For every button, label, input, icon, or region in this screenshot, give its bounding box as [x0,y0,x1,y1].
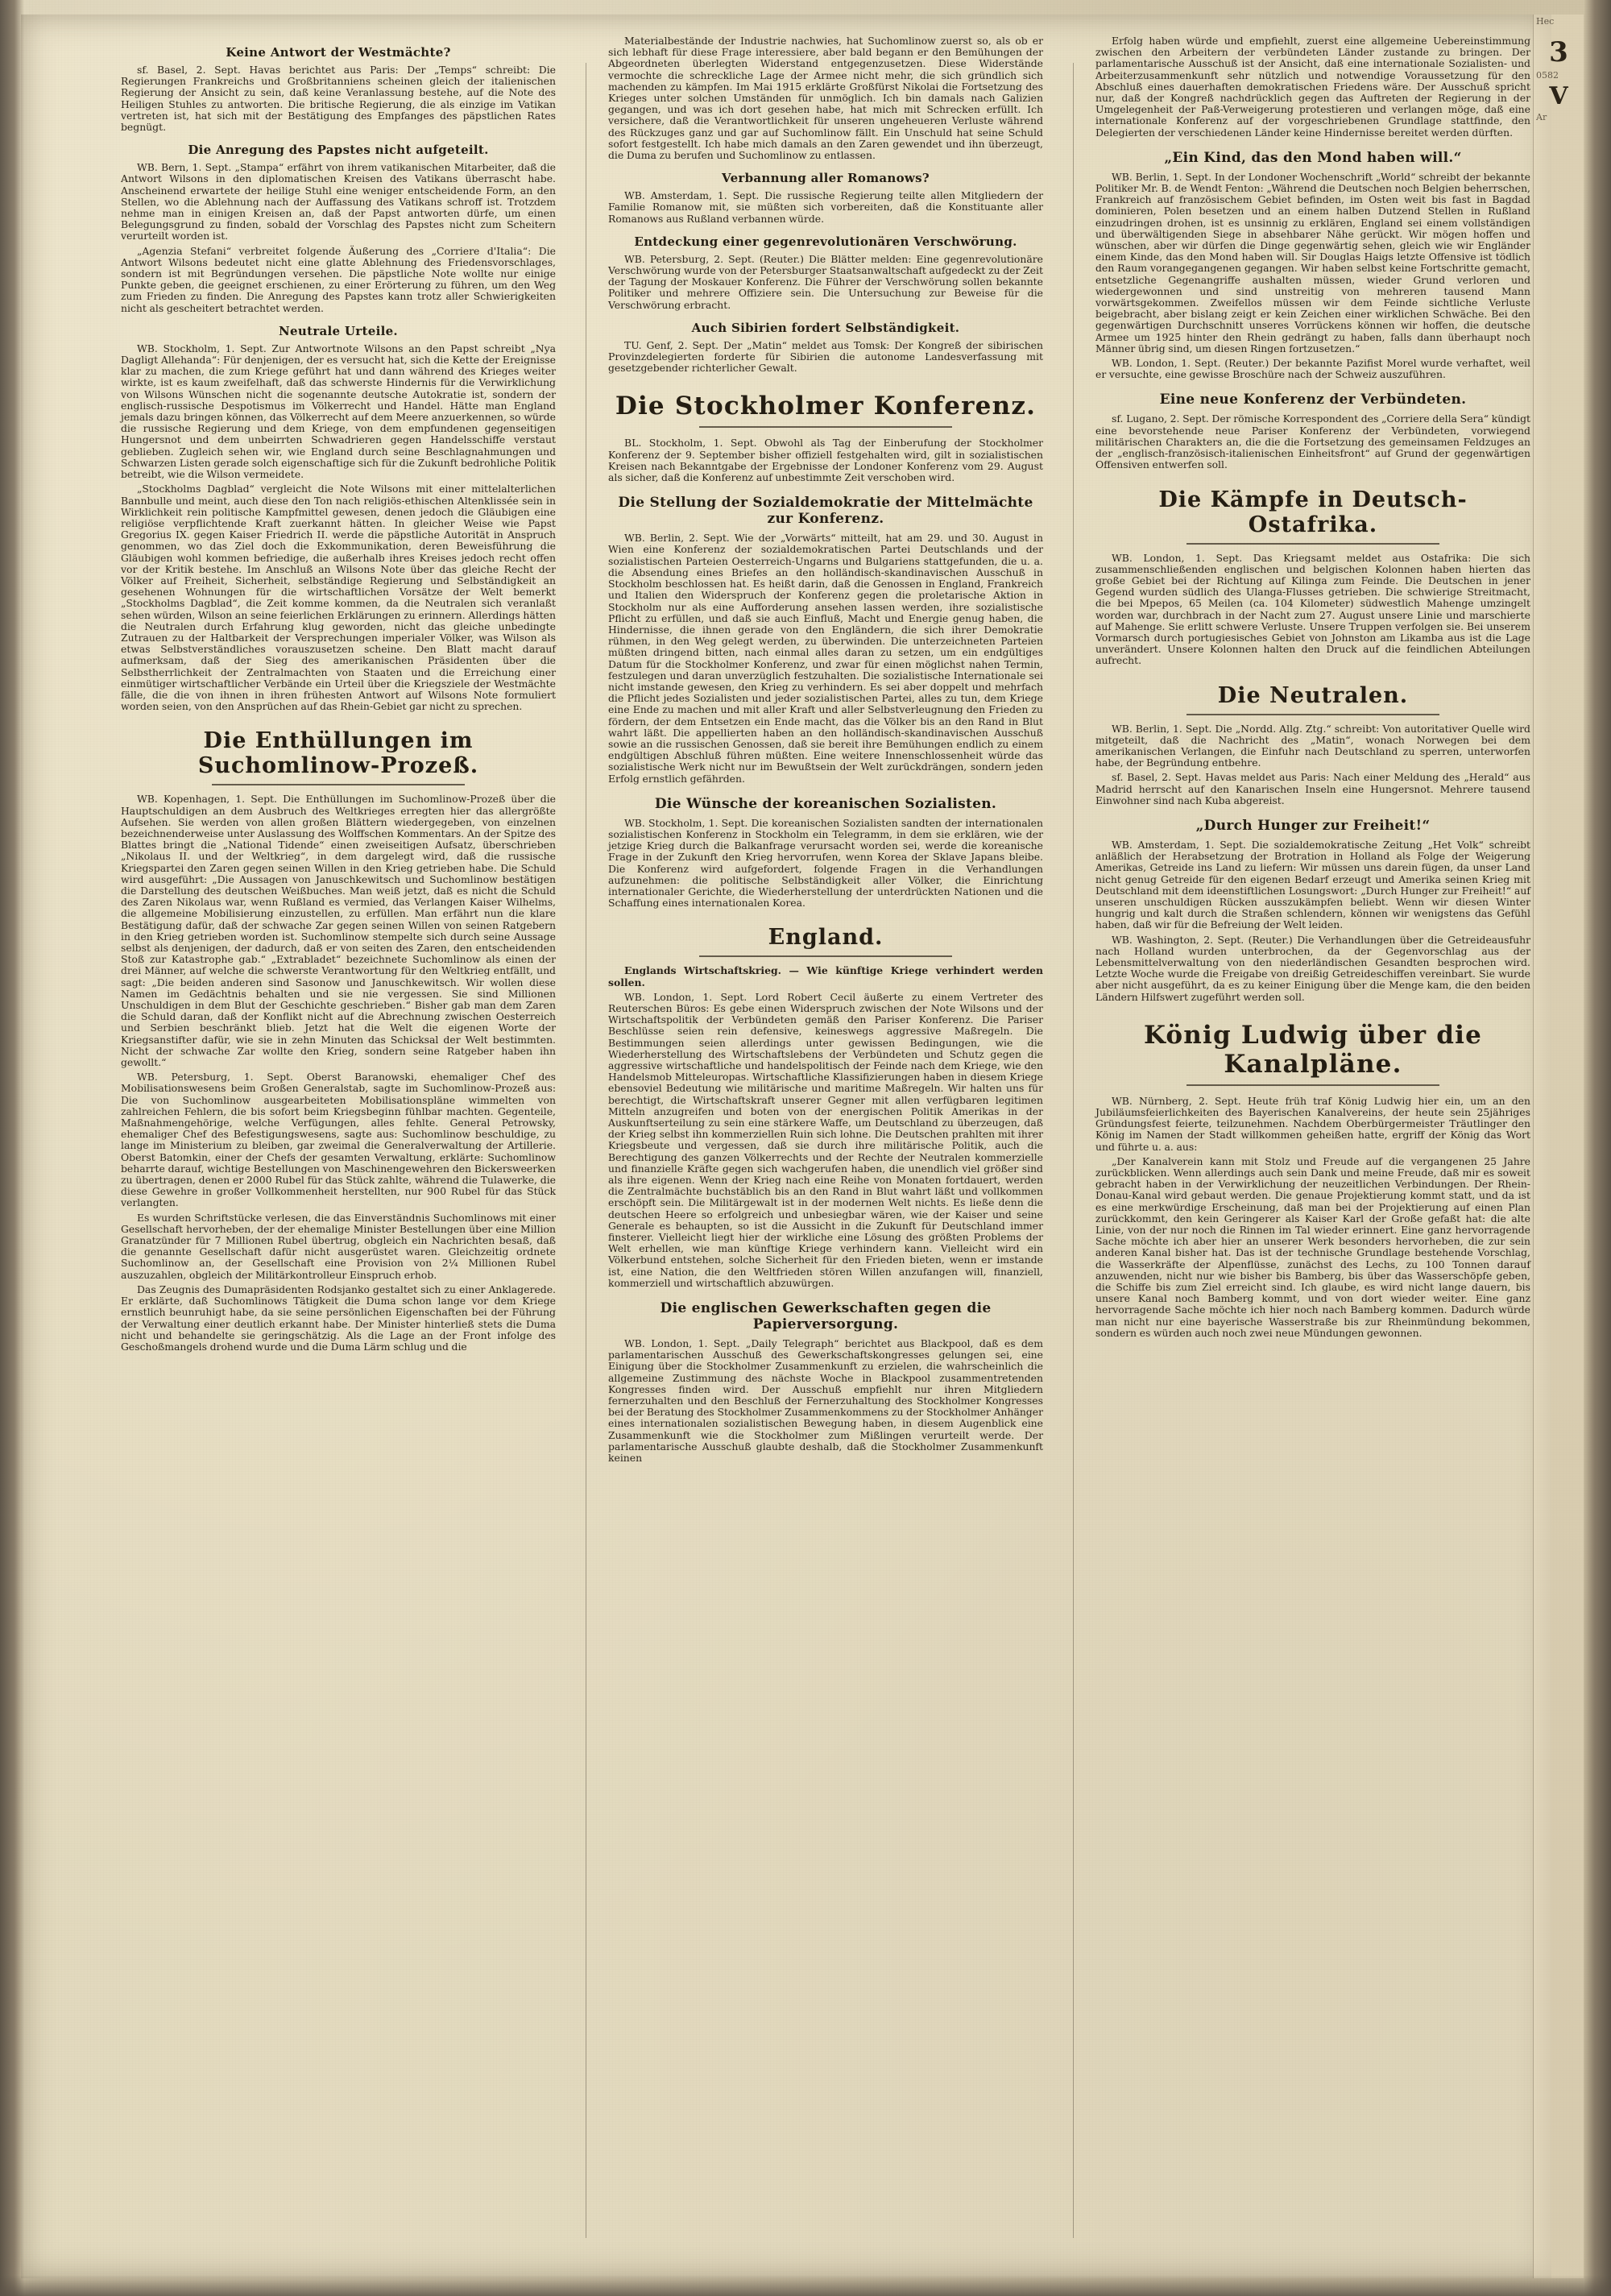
article-paragraph: Englands Wirtschaftskrieg. — Wie künftige Kriege verhindert werden sollen. [608,964,1043,988]
article-headline: Die englischen Gewerkschaften gegen die Papierversorgung. [660,1300,992,1333]
column-3 [1095,35,1530,2259]
margin-fragment: 3 [1549,36,1568,68]
article-paragraph: Materialbestände der Industrie nachwies, hat Suchomlinow zuerst so, als ob er sich lebhaft für diese Frage interessiere, aber bald begann er den Bemühungen der Abgeordneten überlegten Widerstand entgegenzusetzen. Diese Widerstände vermochte die schreckliche Lage der Armee nicht mehr, die sich gründlich sich machenden zu kämpfen. Im Mai 1915 erklärte Großfürst Nikolai die Fortsetzung des Krieges unter solchen Umständen für unmöglich. Ich bin damals nach Galizien gegangen, und was ich dort gesehen habe, hat mich mit Schrecken erfüllt. Ich versichere, daß die Verantwortlichkeit für unseren ungeheueren Verluste während des Rückzuges ganz und gar auf Suchomlinow fällt. Ein Unschuld hat seine Schuld sofort festgestellt. Ich habe mich damals an den Zaren gewendet und ihn überzeugt, die Duma zu berufen und Suchomlinow zu entlassen. [608,35,1043,162]
article-paragraph: WB. London, 1. Sept. Das Kriegsamt meldet aus Ostafrika: Die sich zusammenschließenden englischen und belgischen Kolonnen haben hierten das große Gebiet bei der Richtung auf Kilinga zum Feinde. Die Deutschen in jener Gegend wurden südlich des Ulanga-Flusses getrieben. Die schwierige Streitmacht, die bei Mpepos, 65 Meilen (ca. 104 Kilometer) südwestlich Mahenge umzingelt worden war, durchbrach in der Nacht zum 27. August unsere Linie und marschierte auf Mahenge. Sie erlitt schwere Verluste. Unsere Truppen verfolgen sie. Bei unserem Vormarsch durch portugiesisches Gebiet von Johnston am Likamba aus ist die Lage unverändert. Unsere Kolonnen halten den Druck auf die feindlichen Abteilungen aufrecht. [1095,551,1530,667]
article-headline: Keine Antwort der Westmächte? [226,45,451,60]
article-headline: Die Kämpfe in Deutsch-Ostafrika. [1095,487,1530,545]
article-paragraph: WB. Washington, 2. Sept. (Reuter.) Die Verhandlungen über die Getreideausfuhr nach Holland wurden unterbrochen, da der Gegenvorschlag aus der Lebensmittelverwaltung von den niederländischen Gesandten besprochen wird. Letzte Woche wurde die Freigabe von dreißig Getreideschiffen vereinbart. Sie wurde aber nicht ausgeführt, da es zu keiner Einigung über die Menge kam, die den beiden Ländern Hilfswert zugeführt werden soll. [1095,933,1530,1003]
page-edge-left [0,0,24,2296]
column-1 [121,35,556,2259]
margin-fragment: Ar [1536,112,1547,122]
article-paragraph: WB. Kopenhagen, 1. Sept. Die Enthüllungen im Suchomlinow-Prozeß über die Hauptschuldigen an dem Ausbruch des Weltkrieges erregten hier das allergrößte Aufsehen. Sie werden von allen großen Blättern wiedergegeben, von einzelnen bezeichnenderweise unter Auslassung des Wolffschen Kommentars. An der Spitze des Blattes bringt die „National Tidende“ einen zweiseitigen Aufsatz, überschrieben „Nikolaus II. und der Weltkrieg“, in dem dargelegt wird, daß die russische Kriegspartei den Zaren gegen seinen Willen in den Krieg getrieben habe. Die Schuld wird ausgeführt: „Die Aussagen von Januschkewitsch und Suchomlinow bestätigen die Darstellung des deutschen Weißbuches. Man weiß jetzt, daß es nicht die Schuld des Zaren Nikolaus war, wenn Rußland es vermied, das Verlangen Kaiser Wilhelms, die allgemeine Mobilisierung einzustellen, zu erfüllen. Man erfährt nun die klare Bestätigung dafür, daß der schwache Zar gegen seinen Willen von seinen Ratgebern in den Krieg getrieben worden ist. Suchomlinow stempelte sich durch seine Aussage selbst als denjenigen, der dadurch, daß er von seiten des Zaren, den entscheidenden Stoß zur Katastrophe gab.“ „Extrabladet“ bezeichnete Suchomlinow als einen der drei Männer, auf welche die schwerste Verantwortung für den Weltkrieg entfällt, und sagt: „Die beiden anderen sind Sasonow und Januschkewitsch. Wir wollen diese Namen im Gedächtnis behalten und sie nie vergessen. Sie sind Millionen Unschuldigen in dem Blut der Geschichte geschrieben.“ Bisher gab man dem Zaren die Schuld daran, daß der Konflikt nicht auf die Abrechnung zwischen Oesterreich und Serbien beschränkt blieb. Jetzt hat die Welt die eigenen Worte der Kriegsanstifter dafür, wie sie in zehn Minuten das Schicksal der Welt bestimmten. Nicht der schwache Zar wollte den Krieg, sondern seine Ratgeber haben ihn gewollt.“ [121,793,556,1069]
article-paragraph: WB. Amsterdam, 1. Sept. Die sozialdemokratische Zeitung „Het Volk“ schreibt anläßlich der Herabsetzung der Brotration in Holland als Folge der Weigerung Amerikas, Getreide ins Land zu liefern: Wir müssen uns darein fügen, da unser Land nicht genug Getreide für den eigenen Bedarf erzeugt und Amerika seinen Krieg mit Deutschland mit dem ideenstiftlichen Losungswort: „Durch Hunger zur Freiheit!“ auf unseren unschuldigen Rücken ausszukämpfen beliebt. Wenn wir diesen Winter hungrig und kalt durch die Straßen schlendern, können wir wenigstens das Gefühl haben, daß wir für die Befreiung der Welt leiden. [1095,838,1530,931]
article-headline: Auch Sibirien fordert Selbständigkeit. [691,320,960,335]
article-paragraph: WB. Stockholm, 1. Sept. Die koreanischen Sozialisten sandten der internationalen sozialistischen Konferenz in Stockholm ein Telegramm, in dem sie erklären, wie der jetzige Krieg durch die Balkanfrage verursacht worden sei, werde die koreanische Frage in der Zukunft den Krieg hervorrufen, wenn Korea der Sklave Japans bleibe. Die Konferenz wird aufgefordert, folgende Fragen in die Verhandlungen aufzunehmen: die politische Selbständigkeit aller Völker, die Einrichtung internationaler Gerichte, die Wiederherstellung der unterdrückten Nationen und die Schaffung eines internationalen Korea. [608,816,1043,910]
article-headline: Entdeckung einer gegenrevolutionären Verschwörung. [634,234,1017,249]
margin-fragment: Hec [1536,16,1555,27]
article-paragraph: WB. London, 1. Sept. Lord Robert Cecil äußerte zu einem Vertreter des Reuterschen Büros: Es gebe einen Widerspruch zwischen der Note Wilsons und der Wirtschaftspolitik der Verbündeten gemäß den Pariser Konferenz. Die Pariser Beschlüsse seien rein defensive, keineswegs aggressive Maßregeln. Die Bestimmungen seien allerdings unter gewissen Bedingungen, wie die Wiederherstellung des Wirtschaftslebens der Verbündeten und Schutz gegen die aggressive wirtschaftliche und handelspolitisch der Feinde nach dem Kriege, wie den Handelsmob Mitteleuropas. Wirtschaftliche Klassifizierungen haben in diesem Kriege ebensoviel Bedeutung wie militärische und maritime Maßregeln. Wir halten uns für berechtigt, die Wirtschaftskraft unserer Gegner mit allen verfügbaren legitimen Mitteln anzugreifen und boten von der energischen Politik Amerikas in der Auskunftserteilung zu sein eine stärkere Waffe, um Deutschland zu überzeugen, daß der Krieg selbst ihn kommerziellen Ruin sich lohne. Die Deutschen prahlten mit ihrer Kriegsbeute und vergessen, daß sie durch ihre militärische Politik, auch die Berechtigung des ganzen Völkerrechts und der Rechte der Neutralen kommerzielle und finanzielle Kräfte gegen sich wachgerufen haben, die unendlich viel größer sind als ihre eigenen. Wenn der Krieg nach eine Reihe von Monaten fortdauert, werden die Zentralmächte buchstäblich bis an den Rand in Blut wahrt läßt und vollkommen erschöpft sein. Die Militärgewalt ist in der modernen Welt nichts. Es ließe denn die deutschen Heere so erfolgreich und unbesiegbar wären, wie der Kaiser und seine Generale es behaupten, so ist die Aussicht in die Zukunft für Deutschland immer finsterer. Vielleicht liegt hier der wirkliche eine Lösung des größten Problems der Welt erhellen, wie man künftige Kriege verhindern kann. Vielleicht wird ein Völkerbund entstehen, solche Sicherheit für den Frieden bieten, wenn er imstande ist, eine Nation, die den Weltfrieden stören Willen anzufangen will, finanziell, kommerziell und wirtschaftlich abzuwürgen. [608,990,1043,1289]
article-headline: England. [608,925,1043,957]
article-paragraph: Es wurden Schriftstücke verlesen, die das Einverständnis Suchomlinows mit einer Gesellschaft hervorheben, der der ehemalige Minister Bestellungen über eine Million Granatzünder für 7 Millionen Rubel übertrug, obgleich ein Nachrichten besaß, daß die genannte Gesellschaft dafür nicht ausgerüstet waren. Gleichzeitig ordnete Suchomlinow an, der Gesellschaft eine Provision von 2¼ Millionen Rubel auszuzahlen, obgleich der Militärkontrolleur Einspruch erhob. [121,1211,556,1281]
article-headline: Die Enthüllungen im Suchomlinow-Prozeß. [121,728,556,785]
article-paragraph: WB. London, 1. Sept. (Reuter.) Der bekannte Pazifist Morel wurde verhaftet, weil er versuchte, eine gewisse Broschüre nach der Schweiz auszuführen. [1095,357,1530,381]
page-edge-right [1584,0,1611,2296]
article-paragraph: WB. Petersburg, 2. Sept. (Reuter.) Die Blätter melden: Eine gegenrevolutionäre Verschwörung wurde von der Petersburger Staatsanwaltschaft aufgedeckt zu der Zeit der Tagung der Moskauer Konferenz. Die Führer der Verschwörung sollen bekannte Politiker und mehrere Offiziere sein. Die Untersuchung zur Beweise für die Verschwörung erbracht. [608,252,1043,311]
margin-fragment: 0582 [1536,70,1559,81]
article-headline: Die Anregung des Papstes nicht aufgeteilt. [188,143,489,158]
margin-fragment: V [1549,82,1568,110]
article-paragraph: WB. Berlin, 2. Sept. Wie der „Vorwärts“ mitteilt, hat am 29. und 30. August in Wien eine Konferenz der sozialdemokratischen Partei Deutschlands und der sozialistischen Parteien Oesterreich-Ungarns und Bulgariens stattgefunden, die u. a. die Absendung eines Briefes an den holländisch-skandinavischen Ausschuß in Stockholm beschlossen hat. Es heißt darin, daß die Genossen in England, Frankreich und Italien den Widerspruch der Konferenz gegen die proletarische Aktion in Stockholm nur als eine Aufforderung ansehen lassen werden, ihre sozialistische Pflicht zu erfüllen, und daß sie auch Einfluß, Macht und Energie genug haben, die Hindernisse, die ihnen gerade von den Engländern, die sich ihrer Demokratie rühmen, in den Weg gelegt werden, zu überwinden. Die unterzeichneten Parteien müßten dringend bitten, nach einmal alles daran zu setzen, um ein endgültiges Datum für die Stockholmer Konferenz, und zwar für einen möglichst nahen Termin, festzulegen und daran unverzüglich festzuhalten. Die sozialistische Internationale sei nicht imstande gewesen, den Krieg zu verhindern. Es sei aber doppelt und mehrfach die Pflicht jedes Sozialisten und jeder sozialistischen Partei, alles zu tun, dem Kriege eine Ende zu machen und mit aller Kraft und aller Selbstverleugnung den Frieden zu fördern, der dem Entsetzen ein Ende macht, das die Völker bis an den Rand in Blut wahrt läßt. Die appellierten haben an den holländisch-skandinavischen Ausschuß sowie an die russischen Genossen, daß sie bereit ihre Bemühungen endlich zu einem endgültigen Abschluß führen müßten. Eine weitere Innenschlossenheit würde das sozialistische Werk nicht nur im Bewußtsein der Welt zurückdrängen, sondern jeden Erfolg ernstlich gefährden. [608,532,1043,785]
article-headline: Verbannung aller Romanows? [722,171,930,186]
article-paragraph: Das Zeugnis des Dumapräsidenten Rodsjanko gestaltet sich zu einer Anklagerede. Er erklärte, daß Suchomlinows Tätigkeit die Duma schon lange vor dem Kriege ernstlich beunruhigt habe, da sie seine persönlichen Eigenschaften bei der Führung der Verwaltung einer deutlich erkannt habe. Der Minister hinterließ stets die Duma nicht und behandelte sie geringschätzig. Als die Lage an der Front infolge des Geschoßmangels drohend wurde und die Duma Lärm schlug und die [121,1283,556,1353]
article-paragraph: WB. Amsterdam, 1. Sept. Die russische Regierung teilte allen Mitgliedern der Familie Romanow mit, sie müßten sich vorbereiten, daß die Konstituante aller Romanows aus Rußland verbannen würde. [608,189,1043,225]
article-headline: Die Stellung der Sozialdemokratie der Mittelmächte zur Konferenz. [618,495,1033,528]
article-headline: Eine neue Konferenz der Verbündeten. [1159,392,1467,408]
article-paragraph: sf. Lugano, 2. Sept. Der römische Korrespondent des „Corriere della Sera“ kündigt eine bevorstehende neue Pariser Konferenz der Verbündeten, vorwiegend militärischen Charakters an, die die die Fortsetzung des gemeinsamen Feldzuges an der „englisch-französisch-italienischen Einheitsfront“ auf Grund der gegenwärtigen Offensiven entwerfen soll. [1095,412,1530,471]
article-paragraph: „Agenzia Stefani“ verbreitet folgende Äußerung des „Corriere d'Italia“: Die Antwort Wilsons bedeutet nicht eine glatte Ablehnung des Friedensvorschlages, sondern ist mit Begründungen versehen. Die päpstliche Note wollte nur einige Punkte geben, die geeignet erschienen, zu einer Erörterung zu führen, um den Weg zum Frieden zu finden. Die Anregung des Papstes kann trotz aller Schwierigkeiten nicht als gescheitert betrachtet werden. [121,244,556,314]
article-paragraph: WB. Petersburg, 1. Sept. Oberst Baranowski, ehemaliger Chef des Mobilisationswesens beim Großen Generalstab, sagte im Suchomlinow-Prozeß aus: Die von Suchomlinow ausgearbeiteten Mobilisationspläne wimmelten von zahlreichen Fehlern, die bis sofort beim Kriegsbeginn fühlbar machten. Gegenteile, Maßnahmengehörige, welche Verfügungen, alles fehlte. General Petrowsky, ehemaliger Chef des Befestigungswesens, sagte aus: Suchomlinow beschuldige, zu lange im Ministerium zu bleiben, gar zweimal die Generalverwaltung der Artillerie. Oberst Batomkin, einer der Chefs der gesamten Verwaltung, erklärte: Suchomlinow beharrte darauf, wichtige Bestellungen von Maschinengewehren den Bickersweerken zu übertragen, denen er 2000 Rubel für das Stück zahlte, während die Tulawerke, die diese Gewehre in großer Vollkommenheit herstellten, nur 900 Rubel für das Stück verlangten. [121,1071,556,1209]
article-paragraph: „Der Kanalverein kann mit Stolz und Freude auf die vergangenen 25 Jahre zurückblicken. Wenn allerdings auch sein Dank und meine Freude, daß mir es soweit gebracht haben in der Verwirklichung der neuzeitlichen Verbindungen. Der Rhein-Donau-Kanal wird gebaut werden. Die genaue Projektierung kommt statt, und da ist es eine merkwürdige Erscheinung, daß man bei der Projektierung auf einen Plan zurückkommt, den kein Geringerer als Kaiser Karl der Große gefaßt hat: die alte Linie, von der nur noch die Rinnen im Tal wieder erinnert. Eine ganz hervorragende Sache möchte ich aber hier an unserer Werk besonders hervorheben, die zur sein anderen Kanal bisher hat. Das ist der technische Grundlage bestehende Vorschlag, die Wasserkräfte der Alpenflüsse, zunächst des Lechs, zu 100 Tonnen darauf anzuwenden, nicht nur wie bisher bis Bamberg, bis über das Wasserschöpfe geben, die Schiffe bis zum Ziel erreicht sind. Ich glaube, es wird nicht lange dauern, bis unsere Kanal noch Bamberg kommt, und von dort wieder weiter. Eine ganz hervorragende Sache möchte ich hier noch nach Bamberg kommen. Dadurch würde man nicht nur eine bayerische Wasserstraße bis zur Rheinmündung bekommen, sondern es würden auch noch zwei neue Mündungen gewonnen. [1095,1154,1530,1339]
article-headline: Neutrale Urteile. [279,323,398,338]
page-edge-bottom [0,2275,1611,2296]
article-paragraph: WB. Berlin, 1. Sept. In der Londoner Wochenschrift „World“ schreibt der bekannte Politiker Mr. B. de Wendt Fenton: „Während die Deutschen noch Belgien beherrschen, Frankreich auf französischem Gebiet befinden, im Osten weit bis fast in Bagdad dominieren, Polen besetzen und an einem halben Dutzend Stellen in Rußland einzudringen drohen, ist es unsinnig zu erklären, England sei einem vollständigen und überwältigenden Siege in absehbarer Nähe gerückt. Wir mögen hoffen und wünschen, aber wir dürfen die Dinge gegenwärtig sehen, gleich wie wir Engländer einem Kinde, das den Mond haben will. Sir Douglas Haigs letzte Offensive ist tödlich den Raum vorangegangenen gegangen. Wir haben selbst keine Fortschritte gemacht, entsetzliche Gegenangriffe aushalten müssen, wieder Grund verloren und wiedergewonnen und sind unstreitig von mehreren tausend Mann vorwärtsgekommen. Zweifellos müssen wir dem Feinde sichtliche Verluste beigebracht, aber bislang zeigt er kein Zeichen einer wirklichen Schwäche. Bei den gegenwärtigen Durchschnitt unseres Vorrückens können wir hoffen, die deutsche Armee um 1925 hinter den Rhein gedrängt zu haben, falls dann überhaupt noch Männer übrig sind, um diesen Ringen fortzusetzen.“ [1095,170,1530,354]
article-paragraph: Erfolg haben würde und empfiehlt, zuerst eine allgemeine Uebereinstimmung zwischen den Arbeitern der verbündeten Länder zustande zu bringen. Der parlamentarische Ausschuß ist der Ansicht, daß eine internationale Sozialisten- und Arbeiterzusammenkunft sehr nützlich und notwendige Voraussetzung für den Abschluß eines dauerhaften demokratischen Friedens wäre. Der Ausschuß spricht nur, daß der Kongreß nachdrücklich gegen das Auftreten der Regierung in der Umgelegenheit der Paß-Verweigerung protestieren und verlangen möge, daß eine internationale Konferenz auf der vorgeschriebenen Grundlage stattfinde, den Delegierten der verschiedenen Länder keine Hindernisse bereitet werden dürften. [1095,35,1530,139]
column-rule-2 [1073,63,1074,2238]
article-paragraph: WB. Stockholm, 1. Sept. Zur Antwortnote Wilsons an den Papst schreibt „Nya Dagligt Allehanda“: Für denjenigen, der es versucht hat, sich die Kette der Ereignisse klar zu machen, die zum Kriege geführt hat und dann während des Krieges weiter wirkte, ist es kaum zweifelhaft, daß das schwerste Hindernis für die Verwirklichung von Wilsons Wünschen nicht die sogenannte deutsche Autokratie ist, sondern der englisch-russische Despotismus im Völkerrecht und Handel. Hätte man England jemals dazu bringen können, das Völkerrecht auf dem Meere anzuerkennen, so würde die russische Regierung und dem Kriege, von dem empfundenen gegenseitigen Hungersnot und dem unbeirrten Schwadrieren gegen Handelsschiffe verstaut geblieben. Zugleich sehen wir, wie England durch seine Beschlagnahmungen und Schwarzen Listen gerade solch eigenschaftige sich für die Zukunft bedrohliche Politik betreibt, wie die Wilson vermeidete. [121,342,556,481]
column-2 [608,35,1043,2259]
article-paragraph: WB. Nürnberg, 2. Sept. Heute früh traf König Ludwig hier ein, um an den Jubiläumsfeierlichkeiten des Bayerischen Kanalvereins, der heute sein 25jähriges Gründungsfest feierte, teilzunehmen. Nachdem Oberbürgermeister Träutlinger den König im Namen der Stadt willkommen geheißen hatte, ergriff der König das Wort und führte u. a. aus: [1095,1094,1530,1153]
article-paragraph: sf. Basel, 2. Sept. Havas meldet aus Paris: Nach einer Meldung des „Herald“ aus Madrid herrscht auf den Kanarischen Inseln eine Hungersnot. Mehrere tausend Einwohner sind nach Kuba abgereist. [1095,771,1530,806]
article-paragraph: „Stockholms Dagblad“ vergleicht die Note Wilsons mit einer mittelalterlichen Bannbulle und meint, auch diese den Ton nach religiös-ethischen Altenklissée sein in Wirklichkeit rein politische Kampfmittel gewesen, denen jedoch die Gläubigen eine religiöse verpflichtende Kraft zuerkannt hätten. In gleicher Weise wie Papst Gregorius IX. gegen Kaiser Friedrich II. werde die päpstliche Autorität in Anspruch genommen, wo das Ziel doch die Exkommunikation, deren Beweisführung die Gläubigen wohl kommen befriedige, die außerhalb ihres Kreises jedoch recht offen vor der Kritik bestehe. Im Anschluß an Wilsons Note über das gleiche Recht der Völker auf Freiheit, Sicherheit, selbständige Regierung und Selbständigkeit an gesehenen Wohnungen für die wirtschaftlichen Vorsätze der Welt bemerkt „Stockholms Dagblad“, die Zeit komme kommen, da die Neutralen sich veranlaßt sehen würden, Wilson an seine feierlichen Erklärungen zu erinnern. Allerdings hätten die Neutralen durch Erfahrung klug geworden, nicht das gleiche unbedingte Zutrauen zu der Haltbarkeit der Versprechungen imperialer Völker, was Wilson als etwas Selbstverständliches vorauszusetzen scheine. Den Blatt macht darauf aufmerksam, daß der Sieg des amerikanischen Präsidenten über die Selbstherrlichkeit der Zentralmachten von Staaten und die Erreichung einer einmütiger wirtschaftlicher Verbände ein Urteil über die Kriegsziele der Westmächte fälle, die die von ihnen in ihren frühesten Antwort auf Wilsons Note formuliert worden seien, von den Ansprüchen auf das Rhein-Gebiet gar nicht zu sprechen. [121,483,556,713]
article-headline: „Ein Kind, das den Mond haben will.“ [1164,149,1462,166]
article-headline: König Ludwig über die Kanalpläne. [1095,1021,1530,1086]
torn-margin-strip [1533,15,1584,2278]
article-paragraph: sf. Basel, 2. Sept. Havas berichtet aus Paris: Der „Temps“ schreibt: Die Regierungen Frankreichs und Großbritanniens scheinen gleich der italienischen Regierung der Ansicht zu sein, daß keine Veranlassung bestehe, auf die Note des Heiligen Stuhles zu antworten. Die britische Regierung, die als einzige im Vatikan vertreten ist, hat sich mit der Bestätigung des Empfanges des päpstlichen Rates begnügt. [121,64,556,134]
article-paragraph: WB. London, 1. Sept. „Daily Telegraph“ berichtet aus Blackpool, daß es dem parlamentarischen Ausschuß des Gewerkschaftskongresses gelungen sei, eine Einigung über die Stockholmer Zusammenkunft zu erzielen, die wahrscheinlich die allgemeine Zustimmung des nächste Woche in Blackpool zusammentretenden Kongresses finden wird. Der Ausschuß empfiehlt nur ihren Mitgliedern fernerzuhalten und den Beschluß der Fernerzuhaltung des Stockholmer Kongresses bei der Beratung des Stockholmer Zusammenkommens zu der Stockholmer Anhänger eines internationalen sozialistischen Bewegung haben, in diesem Augenblick eine Zusammenkunft wie die Stockholmer zum Mißlingen verurteilt werde. Der parlamentarische Ausschuß glaubte deshalb, daß die Stockholmer Zusammenkunft keinen [608,1337,1043,1465]
article-headline: „Durch Hunger zur Freiheit!“ [1195,817,1431,834]
article-headline: Die Wünsche der koreanischen Sozialisten. [654,795,997,812]
article-paragraph: WB. Berlin, 1. Sept. Die „Nordd. Allg. Ztg.“ schreibt: Von autoritativer Quelle wird mitgeteilt, daß die Nachricht des „Matin“, wonach Norwegen bei dem amerikanischen Verlangen, die Einfuhr nach Deutschland zu sperren, unterworfen habe, der Begründung entbehre. [1095,722,1530,769]
columns-area [121,35,1539,2259]
article-headline: Die Neutralen. [1095,683,1530,715]
article-headline: Die Stockholmer Konferenz. [608,392,1043,428]
article-paragraph: WB. Bern, 1. Sept. „Stampa“ erfährt von ihrem vatikanischen Mitarbeiter, daß die Antwort Wilsons in den diplomatischen Kreisen des Vatikans überrascht habe. Anscheinend erwartete der heilige Stuhl eine weniger entscheidende Form, an den Stellen, wo die Ablehnung nach der Auffassung des Vatikans schroff ist. Trotzdem nehme man in einigen Kreisen an, daß der Papst antworten dürfe, um einen Belegungsgrund zu finden, sobald der Vorschlag des Papstes nicht zum Scheitern verurteilt worden ist. [121,161,556,242]
article-paragraph: BL. Stockholm, 1. Sept. Obwohl als Tag der Einberufung der Stockholmer Konferenz der 9. September bisher offiziell festgehalten wird, gilt in sozialistischen Kreisen nach Bekanntgabe der Ergebnisse der Londoner Konferenz vom 29. August als sicher, daß die Konferenz auf unbestimmte Zeit verschoben wird. [608,437,1043,484]
article-paragraph: TU. Genf, 2. Sept. Der „Matin“ meldet aus Tomsk: Der Kongreß der sibirischen Provinzdelegierten forderte für Sibirien die autonome Landesverfassung mit gesetzgebender richterlicher Gewalt. [608,338,1043,375]
